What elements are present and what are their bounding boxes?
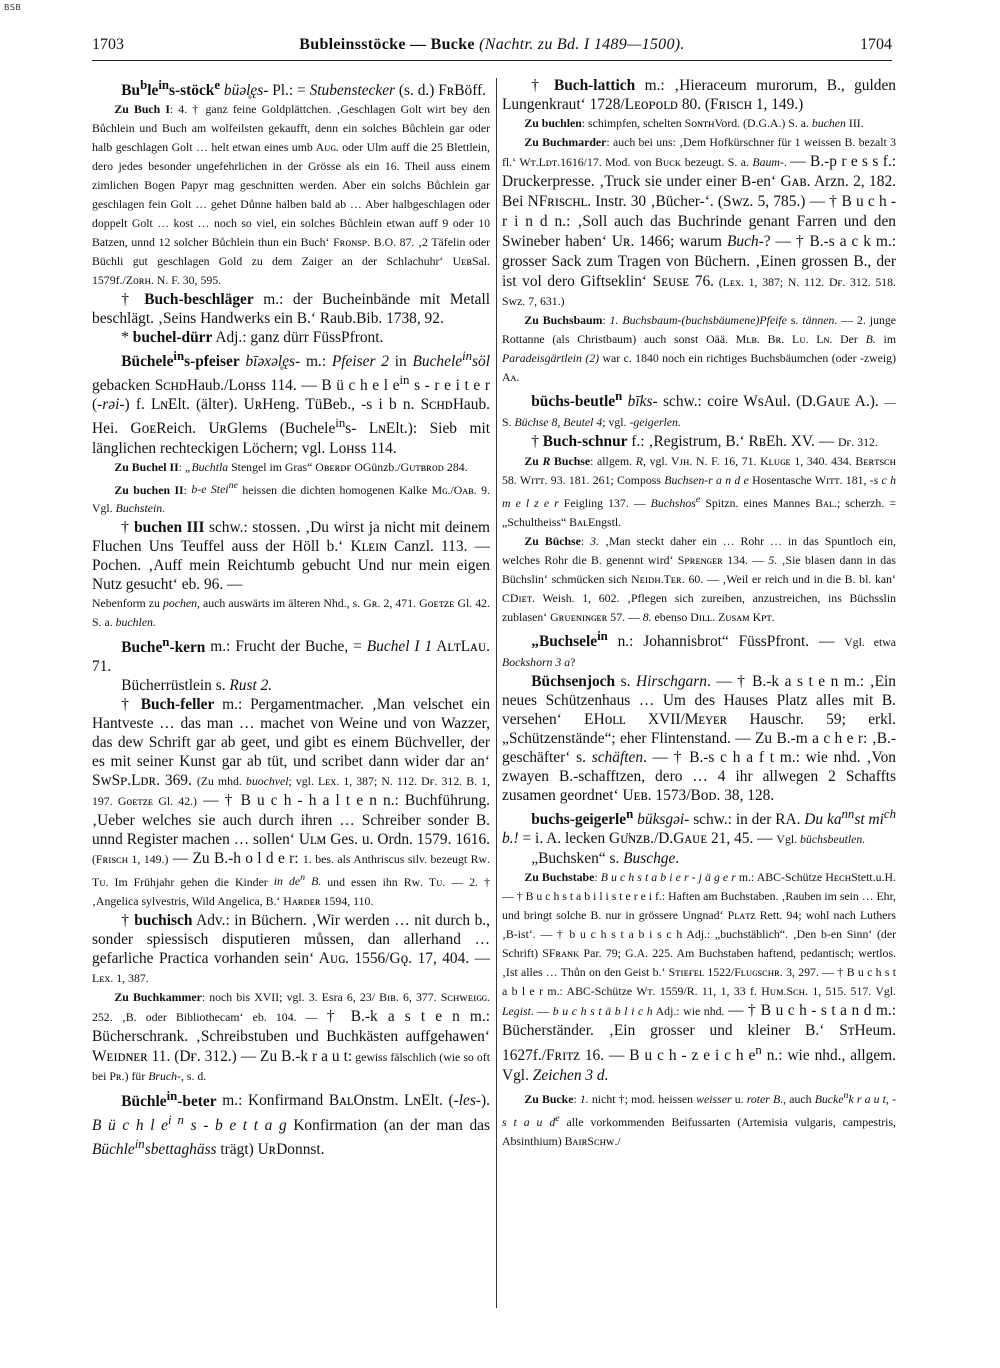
header-keywords: Bubleinsstöcke — Bucke bbox=[299, 36, 475, 53]
right-column bbox=[502, 76, 896, 1331]
dictionary-entry: $Bu^ble^{in}s-stöck^e$ büəl̥ęs- Pl.: = Stubenstecker (s. d.) FʀBöff. bbox=[121, 78, 487, 100]
dictionary-entry: „Buchsken“ s. Buschge. bbox=[531, 850, 680, 868]
library-mark: BSB bbox=[4, 3, 22, 12]
dictionary-entry: Zu Buch I: 4. † ganz feine Goldplättchen. ‚Geschlagen Golt wirt bey den Bůchlein und Buch am wolfeilsten gekaufft, denn ein solches Bůchlein gar oder halb geschlagen Golt … helt etwan eines umb Aᴜɢ. oder Ulm auff die 25 Blettlein, dero jedes besonder ungefehrlichen in der Grösse als ein 16. Theil auss einem zimlichen Bogen Papyr mag geschnitten werden. Aber ein solchs Bůchlein gar geschlagen fein Golt … gehet Důnne halben bald ab … Aber halbgeschlagen oder doppelt Golt … kost … noch so viel, ein solches Bůchlein etwan auff 9 oder 10 Batzen, unnd 12 solcher Bůchlein thun ein Buch‘ Fʀᴏɴsᴘ. B.O. 87. ‚2 Täfelin oder Büchli gut geschlagen Gold zu dem Zaiger an der Schlachuhr‘ UᴇʙSal. 1579f./Zᴏʀʜ. N. F. 30, 595. bbox=[92, 102, 490, 288]
header-supplement-note: (Nachtr. zu Bd. I 1489—1500). bbox=[479, 36, 685, 53]
dictionary-entry: Zu R Buchse: allgem. R, vgl. Vᴊʜ. N. F. 16, 71. Kʟᴜɢᴇ 1, 340. 434. Bᴇʀᴛsᴄʜ 58. Wɪᴛᴛ. 93. 181. 261; Composs Buchsen-r a n d e Hosentasche Wɪᴛᴛ. 181, -s c h m e l z e r Feigling 137. — Buchshos$^e$ Spitzn. eines Mannes Bᴀʟ.; scherzh. = „Schultheiss“ BᴀʟEngstl. bbox=[502, 454, 896, 530]
dictionary-entry: Buche$^n$-kern m.: Frucht der Buche, = Buchel I 1 AʟᴛLᴀᴜ. 71. bbox=[92, 634, 490, 675]
dictionary-entry: Nebenform zu pochen, auch auswärts im älteren Nhd., s. Gʀ. 2, 471. Gᴏᴇᴛᴢᴇ Gl. 42. S. a. buchlen. bbox=[92, 596, 490, 630]
dictionary-entry: Zu Buchkammer: noch bis XVII; vgl. 3. Esra 6, 23/ Bɪʙ. 6, 377. Sᴄʜᴡᴇɪɢɢ. 252. ‚B. oder Bibliothecam‘ eb. 104. — † B.-k a s t e n m.: Bücherschrank. ‚Schreibstuben und Buchkästen auffgehawen‘ Wᴇɪᴅɴᴇʀ 11. (Dғ. 312.) — Zu B.-k r a u t: gewiss fälschlich (wie so oft bei Pʀ.) für Bruch-, s. d. bbox=[92, 990, 490, 1084]
dictionary-entry: † buchisch Adv.: in Büchern. ‚Wir werden … nit durch b., sonder spiessisch disputieren můssen, dan allerhand … gefarliche Practica vorhanden sein‘ Aᴜɢ. 1556/Gǫ. 17, 404. — Lᴇx. 1, 387. bbox=[92, 912, 490, 986]
dictionary-entry: Zu Buchsbaum: 1. Buchsbaum-(buchsbäumene)Pfeife s. tännen. — 2. junge Rottanne (als Christbaum) auch sonst Oää. Mʟʙ. Bʀ. Lᴜ. Lɴ. Der B. im Paradeisgärtlein (2) war c. 1840 noch ein richtiges Buchsbäumchen (oder -zweig) Aᴀ. bbox=[502, 313, 896, 384]
dictionary-entry: Bücherrüstlein s. Rust 2. bbox=[121, 676, 273, 694]
dictionary-entry: buchs-geigerle$^n$ büksgəi- schw.: in der RA. Du $ka^{nn}st$ $mi^{ch}$ b.! = i. A. lecken Gᴜ̈ɴᴢʙ./D.Gᴀᴜᴇ 21, 45. — Vgl. büchsbeutlen. bbox=[502, 807, 896, 848]
dictionary-entry: Zu Bucke: 1. nicht †; mod. heissen weisser u. roter B., auch Bucke$^n$k r a u t, -s t a u $d^e$ alle vorkommenden Beifussarten (Artemisia vulgaris, campestris, Absinthium) BᴀɪʀSᴄʜᴡ./ bbox=[502, 1090, 896, 1149]
running-header bbox=[92, 36, 892, 56]
dictionary-entry: Büchele$^{in}$s-pfeiser bīəxəl̥ęs- m.: Pfeiser 2 in Buchele$^{in}$söl gebacken SᴄʜᴅHaub./Lᴏʜss 114. — B ü c h e l $e^{in}$ s - r e i t e r (-rəi-) f. LɴElt. (älter). UʀHeng. TüBeb., -s i b n. SᴄʜᴅHaub. Hei. GᴏᴇReich. UʀGlems (Buchele$^{in}$s- LɴElt.): Sieb mit länglichen rechteckigen Löchern; vgl. Lᴏʜss 114. bbox=[92, 349, 490, 457]
column-divider bbox=[496, 78, 497, 1308]
dictionary-entry: * buchel-dürr Adj.: ganz dürr FüssPfront. bbox=[121, 329, 384, 347]
dictionary-entry: † Buch-beschläger m.: der Bucheinbände mit Metall beschlägt. ‚Seins Handwerks ein B.‘ Raub.Bib. 1738, 92. bbox=[92, 291, 490, 328]
dictionary-entry: Zu Büchse: 3. ‚Man steckt daher ein … Rohr … in das Spuntloch ein, welches Rohr die B. genennt wird‘ Sᴘʀᴇɴɢᴇʀ 134. — 5. ‚Sie blasen dann in das Büchslin‘ schmücken sich Nᴇɪᴅʜ.Tᴇʀ. 60. — ‚Weil er reich und in die B. bl. kan‘ CDɪᴇᴛ. Weish. 1, 602. ‚Pflegen sich zureiben, anzustreichen, ins Büchsslin zublasen‘ Gʀᴜᴇɴɪɴɢᴇʀ 57. — 8. ebenso Dɪʟʟ. Zᴜsᴀᴍ Kᴘᴛ. bbox=[502, 534, 896, 625]
dictionary-entry: † Buch-lattich m.: ‚Hieraceum murorum, B., gulden Lungenkraut‘ 1728/Lᴇᴏᴘᴏʟᴅ 80. (Fʀɪsᴄʜ 1, 149.) bbox=[502, 77, 896, 113]
dictionary-entry: Zu Buchel II: „Buchtla Stengel im Gras“ Oʙᴇʀᴅғ OGünzb./Gᴜᴛʙʀᴏᴅ 284. bbox=[114, 459, 468, 474]
header-rule bbox=[92, 60, 892, 61]
left-column bbox=[92, 76, 490, 1331]
dictionary-entry: „Buchsele$^{in}$ n.: Johannisbrot“ FüssPfront. — Vgl. etwa Bockshorn 3 a? bbox=[502, 629, 896, 670]
dictionary-entry: Büchle$^{in}$-beter m.: Konfirmand BᴀʟOnstm. LɴElt. (-les-). B ü c h l $e^{i n}$ s - b e t t a g Konfirmation (an der man das Büchle$^{in}$sbettaghäss trägt) UʀDonnst. bbox=[92, 1088, 490, 1158]
dictionary-entry: büchs-beutle$^n$ bīks- schw.: coire WsAul. (D.Gᴀᴜᴇ A.). — S. Büchse 8, Beutel 4; vgl. -geigerlen. bbox=[502, 389, 896, 430]
page-number-left: 1703 bbox=[92, 36, 124, 53]
dictionary-entry: Zu buchlen: schimpfen, schelten SᴏɴᴛʜVord. (D.G.A.) S. a. buchen III. bbox=[524, 116, 864, 130]
dictionary-entry: Zu Buchmarder: auch bei uns: ‚Dem Hofkürschner für 1 weissen B. bezalt 3 fl.‘ Wᴛ.Lᴅᴛ.1616/17. Mod. von Bᴜᴄᴋ bezeugt. S. a. Baum-. — B.-p r e s s f.: Druckerpresse. ‚Truck sie under einer B-en‘ Gᴀʙ. Arzn. 2, 182. Bei NFʀɪsᴄʜʟ. Instr. 30 ‚Bücher-‘. (Swz. 5, 785.) — † B u c h - r i n d n.: ‚Soll auch das Buchrinde genant Farren und den Swineber haben‘ Uʀ. 1466; warum Buch-? — † B.-s a c k m.: grosser Sack zum Tragen von Büchern. ‚Einen grossen B., der ist vol dero Giftseklin‘ Sᴇᴜsᴇ 76. (Lᴇx. 1, 387; N. 112. Dғ. 312. 518. Swz. 7, 631.) bbox=[502, 135, 896, 308]
dictionary-entry: † buchen III schw.: stossen. ‚Du wirst ja nicht mit deinem Fluchen Uns Teuffel auss der Höll b.‘ Kʟᴇɪɴ Canzl. 113. — Pochen. ‚Auff mein Reichtumb gebucht Und nur mein eigen Nutz gesucht‘ eb. 96. — bbox=[92, 519, 490, 594]
page-number-right: 1704 bbox=[860, 36, 892, 53]
dictionary-entry: † Buch-schnur f.: ‚Registrum, B.‘ RʙEh. XV. — Dғ. 312. bbox=[531, 433, 878, 451]
dictionary-entry: † Buch-feller m.: Pergamentmacher. ‚Man velschet ein Hantveste … das man … machet von Weine und von Wazzer, das dew Schrift gar ab geet, und gibt es einem Büchveller, der es mit seiner Kunst gar ab tüt, und scribet dann wider dar an‘ SᴡSᴘ.Lᴅʀ. 369. (Zu mhd. buochvel; vgl. Lᴇx. 1, 387; N. 112. Dғ. 312. B. 1, 197. Gᴏᴇᴛᴢᴇ Gl. 42.) — † B u c h - h a l t e n n.: Buchführung. ‚Ueber welches sie auch durch ihren … Schreiber sonder B. unnd Register machen … sollen‘ Uʟᴍ Ges. u. Ordn. 1579. 1616. (Fʀɪsᴄʜ 1, 149.) — Zu B.-h o l d e r: 1. bes. als Anthriscus silv. bezeugt Rᴡ. Tᴜ. Im Frühjahr gehen die Kinder in $de^n$ B. und essen ihn Rᴡ. Tᴜ. — 2. † ‚Angelica sylvestris, Wild Angelica, B.‘ Hᴀʀᴅᴇʀ 1594, 110. bbox=[92, 695, 490, 909]
header-title bbox=[92, 36, 892, 54]
dictionary-entry: Zu buchen II: b-e Stei$^{ne}$ heissen die dichten homogenen Kalke Mɢ./Oᴀʙ. 9. Vgl. Buchstein. bbox=[92, 480, 490, 516]
dictionary-entry: Zu Buchstabe: B u c h s t a b i e r - j ä g e r m.: ABC-Schütze HᴇᴄʜStett.u.H. — † B u c h s t a b i l i s t e r e i f.: Haften am Buchstaben. ‚Rauben im sein … Ehr, und bringt solche B. nur in grössere Ungnad‘ Pʟᴀᴛᴢ Rett. 94; wohl nach Luthers ‚B-ist‘. — † b u c h s t a b i s c h Adj.: „buchstäblich“. ‚Den b-en Sinn‘ (der Schrift) SFʀᴀɴᴋ Par. 79; G.A. 225. Am Buchstaben haftend, pedantisch; wertlos. ‚Ist alles … Thůn on den Geist b.‘ Sᴛɪᴇғᴇʟ 1522/Fʟᴜɢsᴄʜʀ. 3, 297. — † B u c h s t a b l e r m.: ABC-Schütze Wᴛ. 1559/R. 11, 1, 33 f. Hᴜᴍ.Sᴄʜ. 1, 515. 517. Vgl. Legist. — b u c h s t ä b l i c h Adj.: wie nhd. — † B u c h - s t a n d m.: Bücherständer. ‚Ein grosser und kleiner B.‘ SᴛHeum. 1627f./Fʀɪᴛᴢ 16. — B u c h - z e i c h $e^n$ n.: wie nhd., allgem. Vgl. Zeichen 3 d. bbox=[502, 870, 896, 1085]
dictionary-entry: Büchsenjoch s. Hirschgarn. — † B.-k a s t e n m.: ‚Ein neues Schützenhaus … Um des Hauses Platz alles mit B. versehen‘ EHᴏʟʟ XVII/Mᴇʏᴇʀ Hauschr. 59; erkl. „Schützenstände“; eher Flintenstand. — Zu B.-m a c h e r: ‚B.-geschäfter‘ s. schäften. — † B.-s c h a f t m.: wie nhd. ‚Von zwayen B.-schafftzen, dero … 4 ihr allwegen 2 Schaffts zusamen geordnet‘ Uᴇʙ. 1573/Bᴏᴅ. 38, 128. bbox=[502, 673, 896, 805]
